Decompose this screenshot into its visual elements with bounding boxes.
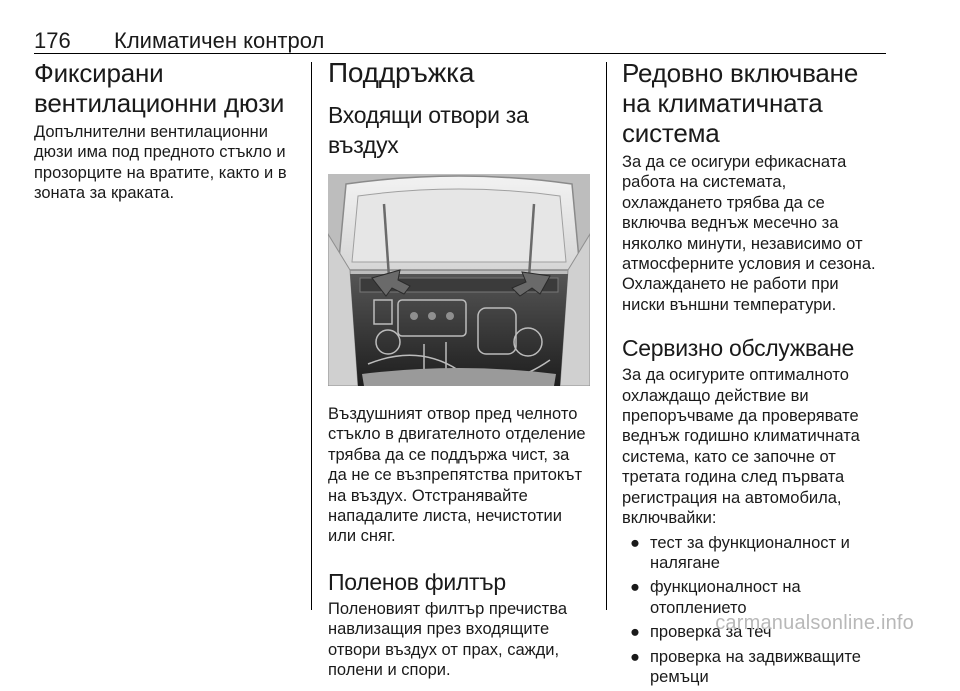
engine-bay-svg: [328, 174, 590, 386]
bullet-icon: ●: [630, 533, 640, 552]
engine-bay-illustration: [328, 174, 590, 386]
column-divider: [606, 62, 607, 610]
column-3: [622, 58, 886, 691]
chapter-title: Климатичен контрол: [114, 28, 325, 53]
page-number: 176: [34, 28, 71, 53]
list-item: ● проверка за теч: [630, 623, 772, 642]
list-item: ● функционалност на отоплението: [630, 578, 801, 617]
header-rule: [34, 53, 886, 54]
paragraph: Допълнителни вентилационни дюзи има под предното стъкло и прозорците на вратите, както и в зоната за краката.: [34, 123, 287, 203]
paragraph: За да се осигури ефикасната работа на системата, охлаждането трябва да се включва веднъж месечно за няколко минути, независимо от атмосферните условия и сезона. Охлаждането не работи при ниски външни температури.: [622, 153, 876, 314]
section-heading: Фиксирани вентилационни дюзи: [34, 58, 285, 118]
bullet-icon: ●: [630, 578, 640, 597]
bullet-icon: ●: [630, 647, 640, 666]
bullet-list: [622, 533, 886, 688]
column-divider: [311, 62, 312, 610]
paragraph: Въздушният отвор пред челното стъкло в двигателното отделение трябва да се поддържа чист, за да не се възпрепятства притокът на въздух. Отстранявайте нападалите листа, нечистотии или сняг.: [328, 405, 586, 546]
section-heading: Редовно включване на климатичната система: [622, 58, 859, 148]
list-item: ● тест за функционалност и налягане: [630, 533, 850, 572]
subsection-heading: Входящи отвори за въздух: [328, 102, 529, 158]
watermark: carmanualsonline.info: [715, 612, 914, 634]
page-header: [34, 28, 886, 54]
paragraph: Поленовият филтър пречиства навлизащия през входящите отвори въздух от прах, сажди, полени и спори.: [328, 599, 567, 680]
subsection-heading: Поленов филтър: [328, 568, 506, 595]
subsection-heading: Сервизно обслужване: [622, 335, 855, 362]
list-item: ● проверка на задвижващите ремъци: [630, 647, 861, 686]
paragraph: За да осигурите оптималното охлаждащо действие ви препоръчваме да проверявате веднъж годишно климатичната система, като се започне от третата година след първата регистрация на автомобила, включвайки:: [622, 366, 860, 528]
section-heading: Поддръжка: [328, 57, 475, 88]
column-2: [328, 58, 590, 680]
column-1: [34, 58, 296, 204]
bullet-icon: ●: [630, 623, 640, 642]
